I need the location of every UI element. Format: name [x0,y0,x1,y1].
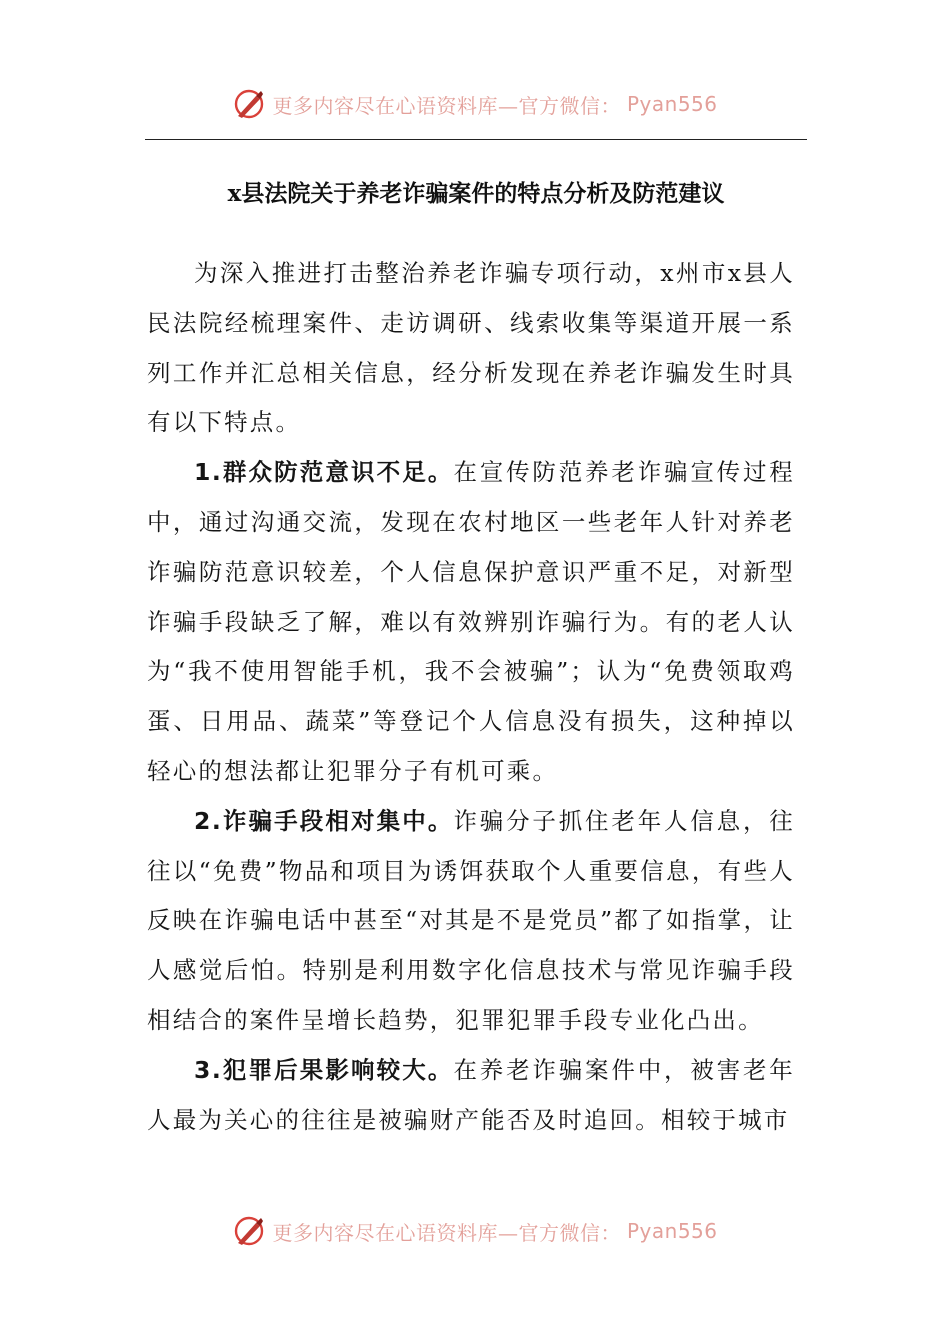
watermark-wechat-id: Pyan556 [626,92,718,116]
pen-circle-logo [232,87,266,121]
pen-circle-logo [232,1214,266,1248]
watermark-wechat-id: Pyan556 [626,1219,718,1243]
point-paragraph-3 [147,1046,795,1146]
point-paragraph-1 [147,448,795,797]
document-body [147,249,795,1145]
header-watermark [0,84,950,124]
point-heading-1: 1.群众防范意识不足。 [194,458,454,487]
footer-watermark [0,1211,950,1251]
point-text-1: 在宣传防范养老诈骗宣传过程中，通过沟通交流，发现在农村地区一些老年人针对养老诈骗防范意识较差，个人信息保护意识严重不足，对新型诈骗手段缺乏了解，难以有效辨别诈骗行为。有的老人认为“我不使用智能手机，我不会被骗”；认为“免费领取鸡蛋、日用品、蔬菜”等登记个人信息没有损失，这种掉以轻心的想法都让犯罪分子有机可乘。 [147,458,795,785]
header-divider [145,139,807,140]
point-paragraph-2 [147,797,795,1046]
point-heading-3: 3.犯罪后果影响较大。 [194,1055,454,1084]
intro-paragraph: 为深入推进打击整治养老诈骗专项行动，x州市x县人民法院经梳理案件、走访调研、线索收集等渠道开展一系列工作并汇总相关信息，经分析发现在养老诈骗发生时具有以下特点。 [147,259,795,437]
point-text-3: 在养老诈骗案件中，被害老年人最为关心的往往是被骗财产能否及时追回。相较于城市 [147,1055,795,1134]
point-heading-2: 2.诈骗手段相对集中。 [194,806,454,835]
point-text-2: 诈骗分子抓住老年人信息，往往以“免费”物品和项目为诱饵获取个人重要信息，有些人反映在诈骗电话中甚至“对其是不是党员”都了如指掌，让人感觉后怕。特别是利用数字化信息技术与常见诈骗手段相结合的案件呈增长趋势，犯罪犯罪手段专业化凸出。 [147,806,795,1034]
document-title: x县法院关于养老诈骗案件的特点分析及防范建议 [227,180,725,207]
watermark-text: 更多内容尽在心语资料库—官方微信： [272,93,621,118]
watermark-text: 更多内容尽在心语资料库—官方微信： [272,1220,621,1245]
